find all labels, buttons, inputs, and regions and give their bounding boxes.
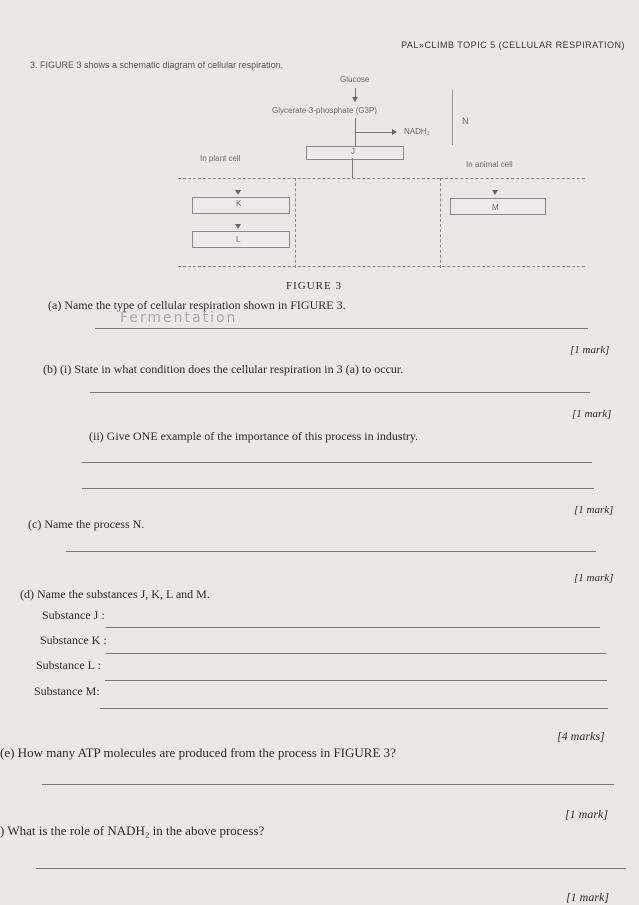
substance-j-label: Substance J : <box>42 608 105 622</box>
process-n-label: N <box>462 116 469 126</box>
mark-e: [1 mark] <box>565 807 609 821</box>
answer-line-b-ii-1[interactable] <box>82 462 592 463</box>
mark-b-i: [1 mark] <box>572 408 612 420</box>
mark-b-ii: [1 mark] <box>574 504 614 516</box>
answer-a-handwriting: Fermentation <box>120 310 238 326</box>
cycle-line <box>452 90 453 145</box>
bottom-divider <box>178 266 585 267</box>
question-a: (a) Name the type of cellular respiration shown in FIGURE 3. <box>48 298 346 312</box>
animal-divider <box>440 178 585 179</box>
plant-divider <box>178 178 440 179</box>
question-c: (c) Name the process N. <box>28 517 145 531</box>
plant-cell-label: In plant cell <box>200 154 241 163</box>
answer-line-b-i[interactable] <box>90 392 590 393</box>
question-d: (d) Name the substances J, K, L and M. <box>20 587 210 601</box>
box-j <box>306 146 404 160</box>
arrow-nadh-shaft <box>355 132 393 133</box>
answer-line-b-ii-2[interactable] <box>82 488 594 489</box>
animal-cell-label: In animal cell <box>466 160 513 169</box>
answer-line-e[interactable] <box>42 784 614 785</box>
answer-line-j[interactable] <box>106 627 600 628</box>
question-b-ii: (ii) Give ONE example of the importance of this process in industry. <box>89 429 419 443</box>
answer-line-c[interactable] <box>66 551 596 552</box>
question-b-i: (b) (i) State in what condition does the cellular respiration in 3 (a) to occur. <box>43 362 404 376</box>
box-l <box>192 231 290 248</box>
question-e: (e) How many ATP molecules are produced from the process in FIGURE 3? <box>0 745 396 760</box>
answer-line-a[interactable] <box>95 328 588 329</box>
answer-line-f[interactable] <box>36 868 626 869</box>
answer-line-k[interactable] <box>106 653 606 654</box>
arrow-nadh-head <box>392 129 397 135</box>
question-f: ) What is the role of NADH₂ in the above process? <box>0 823 265 838</box>
substance-m-label: Substance M: <box>34 684 100 698</box>
question-intro: 3. FIGURE 3 shows a schematic diagram of cellular respiration. <box>30 60 284 70</box>
k-label: K <box>236 199 242 208</box>
g3p-label: Glycerate-3-phosphate (G3P) <box>272 106 377 115</box>
animal-vertical <box>440 178 441 268</box>
l-label: L <box>236 235 241 244</box>
answer-line-m[interactable] <box>100 708 608 709</box>
substance-l-label: Substance L : <box>36 658 101 672</box>
figure-caption: FIGURE 3 <box>286 280 342 292</box>
answer-line-l[interactable] <box>105 680 607 681</box>
arrow-m-head <box>492 190 498 195</box>
j-label: J <box>351 147 355 156</box>
nadh-label: NADH₂ <box>404 127 430 136</box>
arrow-l-head <box>235 224 241 229</box>
topic-header: PAL»CLIMB TOPIC 5 (CELLULAR RESPIRATION) <box>401 40 625 50</box>
arrow-glucose-head <box>352 97 358 102</box>
mark-c: [1 mark] <box>574 572 614 584</box>
split-line <box>352 158 353 178</box>
plant-vertical <box>295 178 296 268</box>
glucose-label: Glucose <box>340 75 370 84</box>
mark-d: [4 marks] <box>557 729 605 743</box>
mark-f: [1 mark] <box>566 890 610 904</box>
substance-k-label: Substance K : <box>40 633 107 647</box>
mark-a: [1 mark] <box>570 344 610 356</box>
m-label: M <box>492 203 499 212</box>
arrow-k-head <box>235 190 241 195</box>
